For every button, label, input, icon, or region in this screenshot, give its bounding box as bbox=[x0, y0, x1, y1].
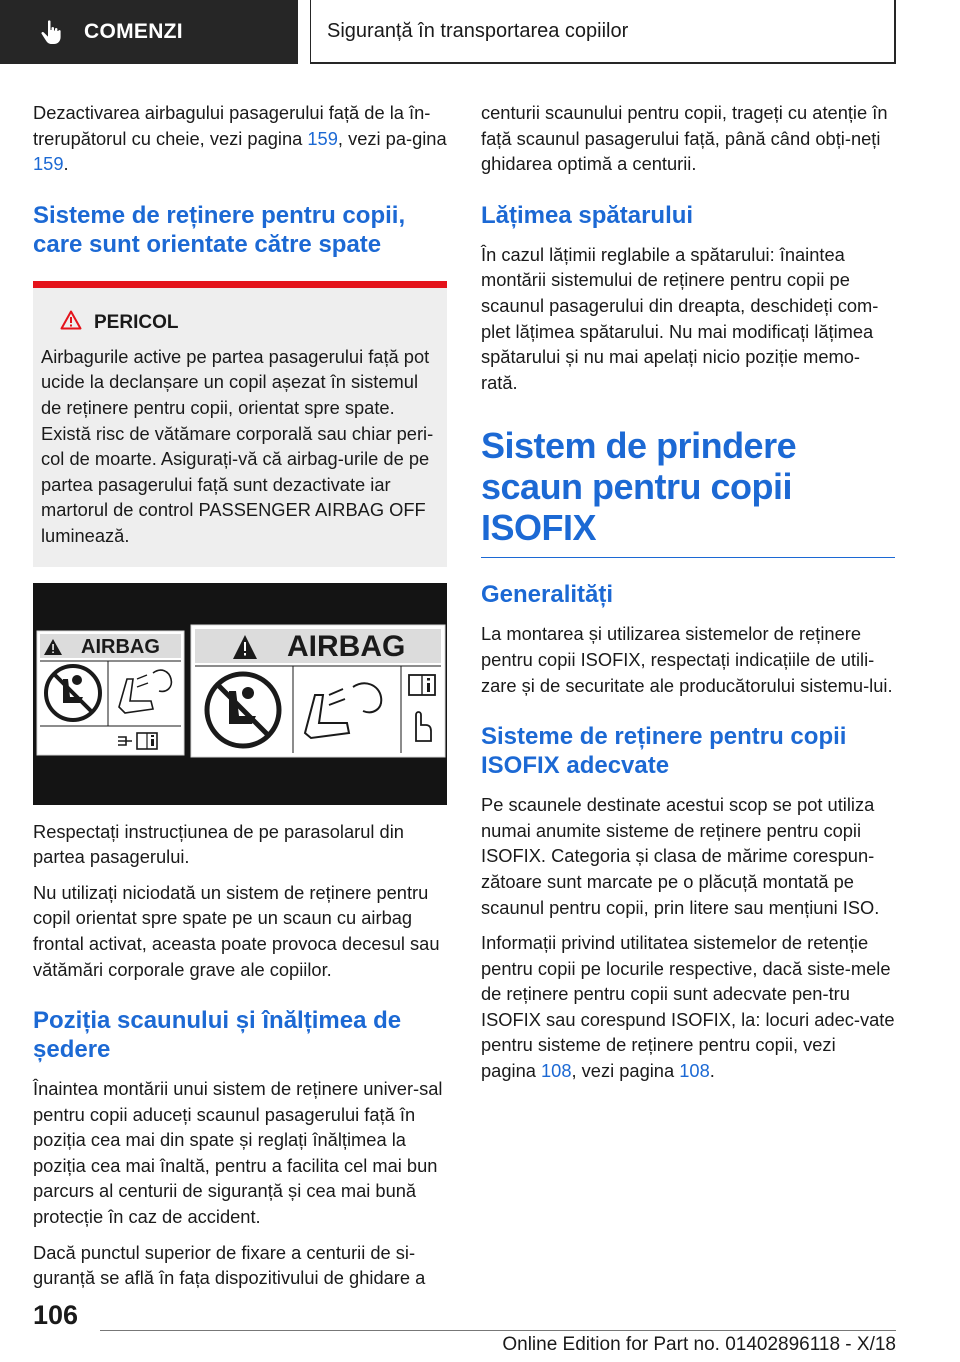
section-tab[interactable] bbox=[0, 0, 298, 64]
hand-pointer-icon bbox=[40, 19, 62, 45]
danger-warning-box bbox=[33, 281, 447, 567]
heading-isofix: Sistem de prindere scaun pentru copii ISOFIX bbox=[481, 425, 895, 558]
paragraph-sunvisor: Respectați instrucțiunea de pe parasolarul din partea pasagerului. bbox=[33, 820, 404, 868]
page-link[interactable]: 108 bbox=[679, 1060, 710, 1082]
paragraph-continued: centurii scaunului pentru copii, trageți cu atenție în față scaunul pasagerului față, până când obți-neți ghidarea optimă a centurii. bbox=[481, 102, 888, 175]
warning-text: Airbagurile active pe partea pasagerului față pot ucide la declanșare un copil așezat în sistemul de reținere pentru copii, orientat spre spate. Există risc de vătămare corporală sau chiar peri-col de moarte. Asigurați-vă că airbag-urile de pe partea pasagerului față sunt dezactivate iar martorul de control PASSENGER AIRBAG OFF luminează. bbox=[41, 345, 434, 546]
heading-suitable-isofix: Sisteme de reținere pentru copii ISOFIX adecvate bbox=[481, 723, 847, 780]
intro-paragraph: Dezactivarea airbagului pasagerului față de la în-trerupătorul cu cheie, vezi pagina 159, vezi pa-gina 159. bbox=[33, 102, 447, 175]
heading-general: Generalități bbox=[481, 581, 614, 609]
page-number: 106 bbox=[33, 1300, 79, 1330]
paragraph-suitable: Pe scaunele destinate acestui scop se pot utiliza numai anumite sisteme de reținere pentru copii ISOFIX. Categoria și clasa de mărime corespun-zătoare sunt marcate pe o plăcuță montată pe scaunul pentru copii, prin litere sau mențiuni ISO. bbox=[481, 794, 880, 918]
footer-divider bbox=[100, 1330, 896, 1331]
right-column bbox=[481, 100, 895, 1094]
chapter-header bbox=[310, 0, 896, 64]
heading-backrest-width: Lățimea spătarului bbox=[481, 201, 694, 229]
paragraph-never-use: Nu utilizați niciodată un sistem de reținere pentru copil orientat spre spate pe un scaun cu airbag frontal activat, aceasta poate provoca decesul sau vătămări corporale grave ale copiilor. bbox=[33, 881, 440, 980]
sticker-small-label: AIRBAG bbox=[81, 635, 160, 658]
edition-text: Online Edition for Part no. 01402896118 - X/18 bbox=[502, 1334, 896, 1355]
warning-triangle-icon bbox=[60, 310, 94, 336]
airbag-warning-figure bbox=[33, 583, 447, 805]
heading-seat-position: Poziția scaunului și înălțimea de ședere bbox=[33, 1007, 402, 1064]
chapter-title: Siguranță în transportarea copiilor bbox=[327, 19, 629, 42]
section-label: COMENZI bbox=[84, 20, 183, 43]
warning-header bbox=[60, 310, 439, 336]
sticker-large-label: AIRBAG bbox=[287, 629, 406, 663]
paragraph-if-anchor: Dacă punctul superior de fixare a centurii de si-guranță se află în fața dispozitivului de ghidare a bbox=[33, 1241, 426, 1289]
warning-title: PERICOL bbox=[94, 311, 179, 333]
paragraph-info: Informații privind utilitatea sistemelor de retenție pentru copii pe locurile respective, dacă siste-mele de reținere pentru copii sunt adecvate pen-tru ISOFIX sau corespund ISOFIX, la: locuri adec-vate pentru sisteme de reținere pentru copii, vezi pagina 108, vezi pagina 108. bbox=[481, 932, 895, 1082]
paragraph-backrest-width: În cazul lățimii reglabile a spătarului: înaintea montării sistemului de reținere pentru copii pe scaunul pasagerului din dreapta, deschideți com-plet lățimea spătarului. Nu mai modificați lățimea spătarului și nu mai apelați nicio poziție memo-rată. bbox=[481, 243, 879, 393]
heading-rear-facing: Sisteme de reținere pentru copii, care sunt orientate către spate bbox=[33, 201, 406, 258]
paragraph-before-install: Înaintea montării unui sistem de reținere univer-sal pentru copii aduceți scaunul pasagerului față în poziția cea mai din spate și reglați înălțimea la poziția cea mai înaltă, pentru a facilita cel mai bun parcurs al centurii de siguranță și cea mai bună protecție în caz de accident. bbox=[33, 1078, 443, 1228]
page-link[interactable]: 159 bbox=[307, 127, 338, 149]
paragraph-general: La montarea și utilizarea sistemelor de reținere pentru copii ISOFIX, respectați indicațiile de utili-zare și de securitate ale producătorului sistemu-lui. bbox=[481, 623, 893, 696]
page-link[interactable]: 159 bbox=[33, 153, 64, 175]
left-column bbox=[33, 100, 447, 1301]
page-link[interactable]: 108 bbox=[540, 1060, 572, 1082]
